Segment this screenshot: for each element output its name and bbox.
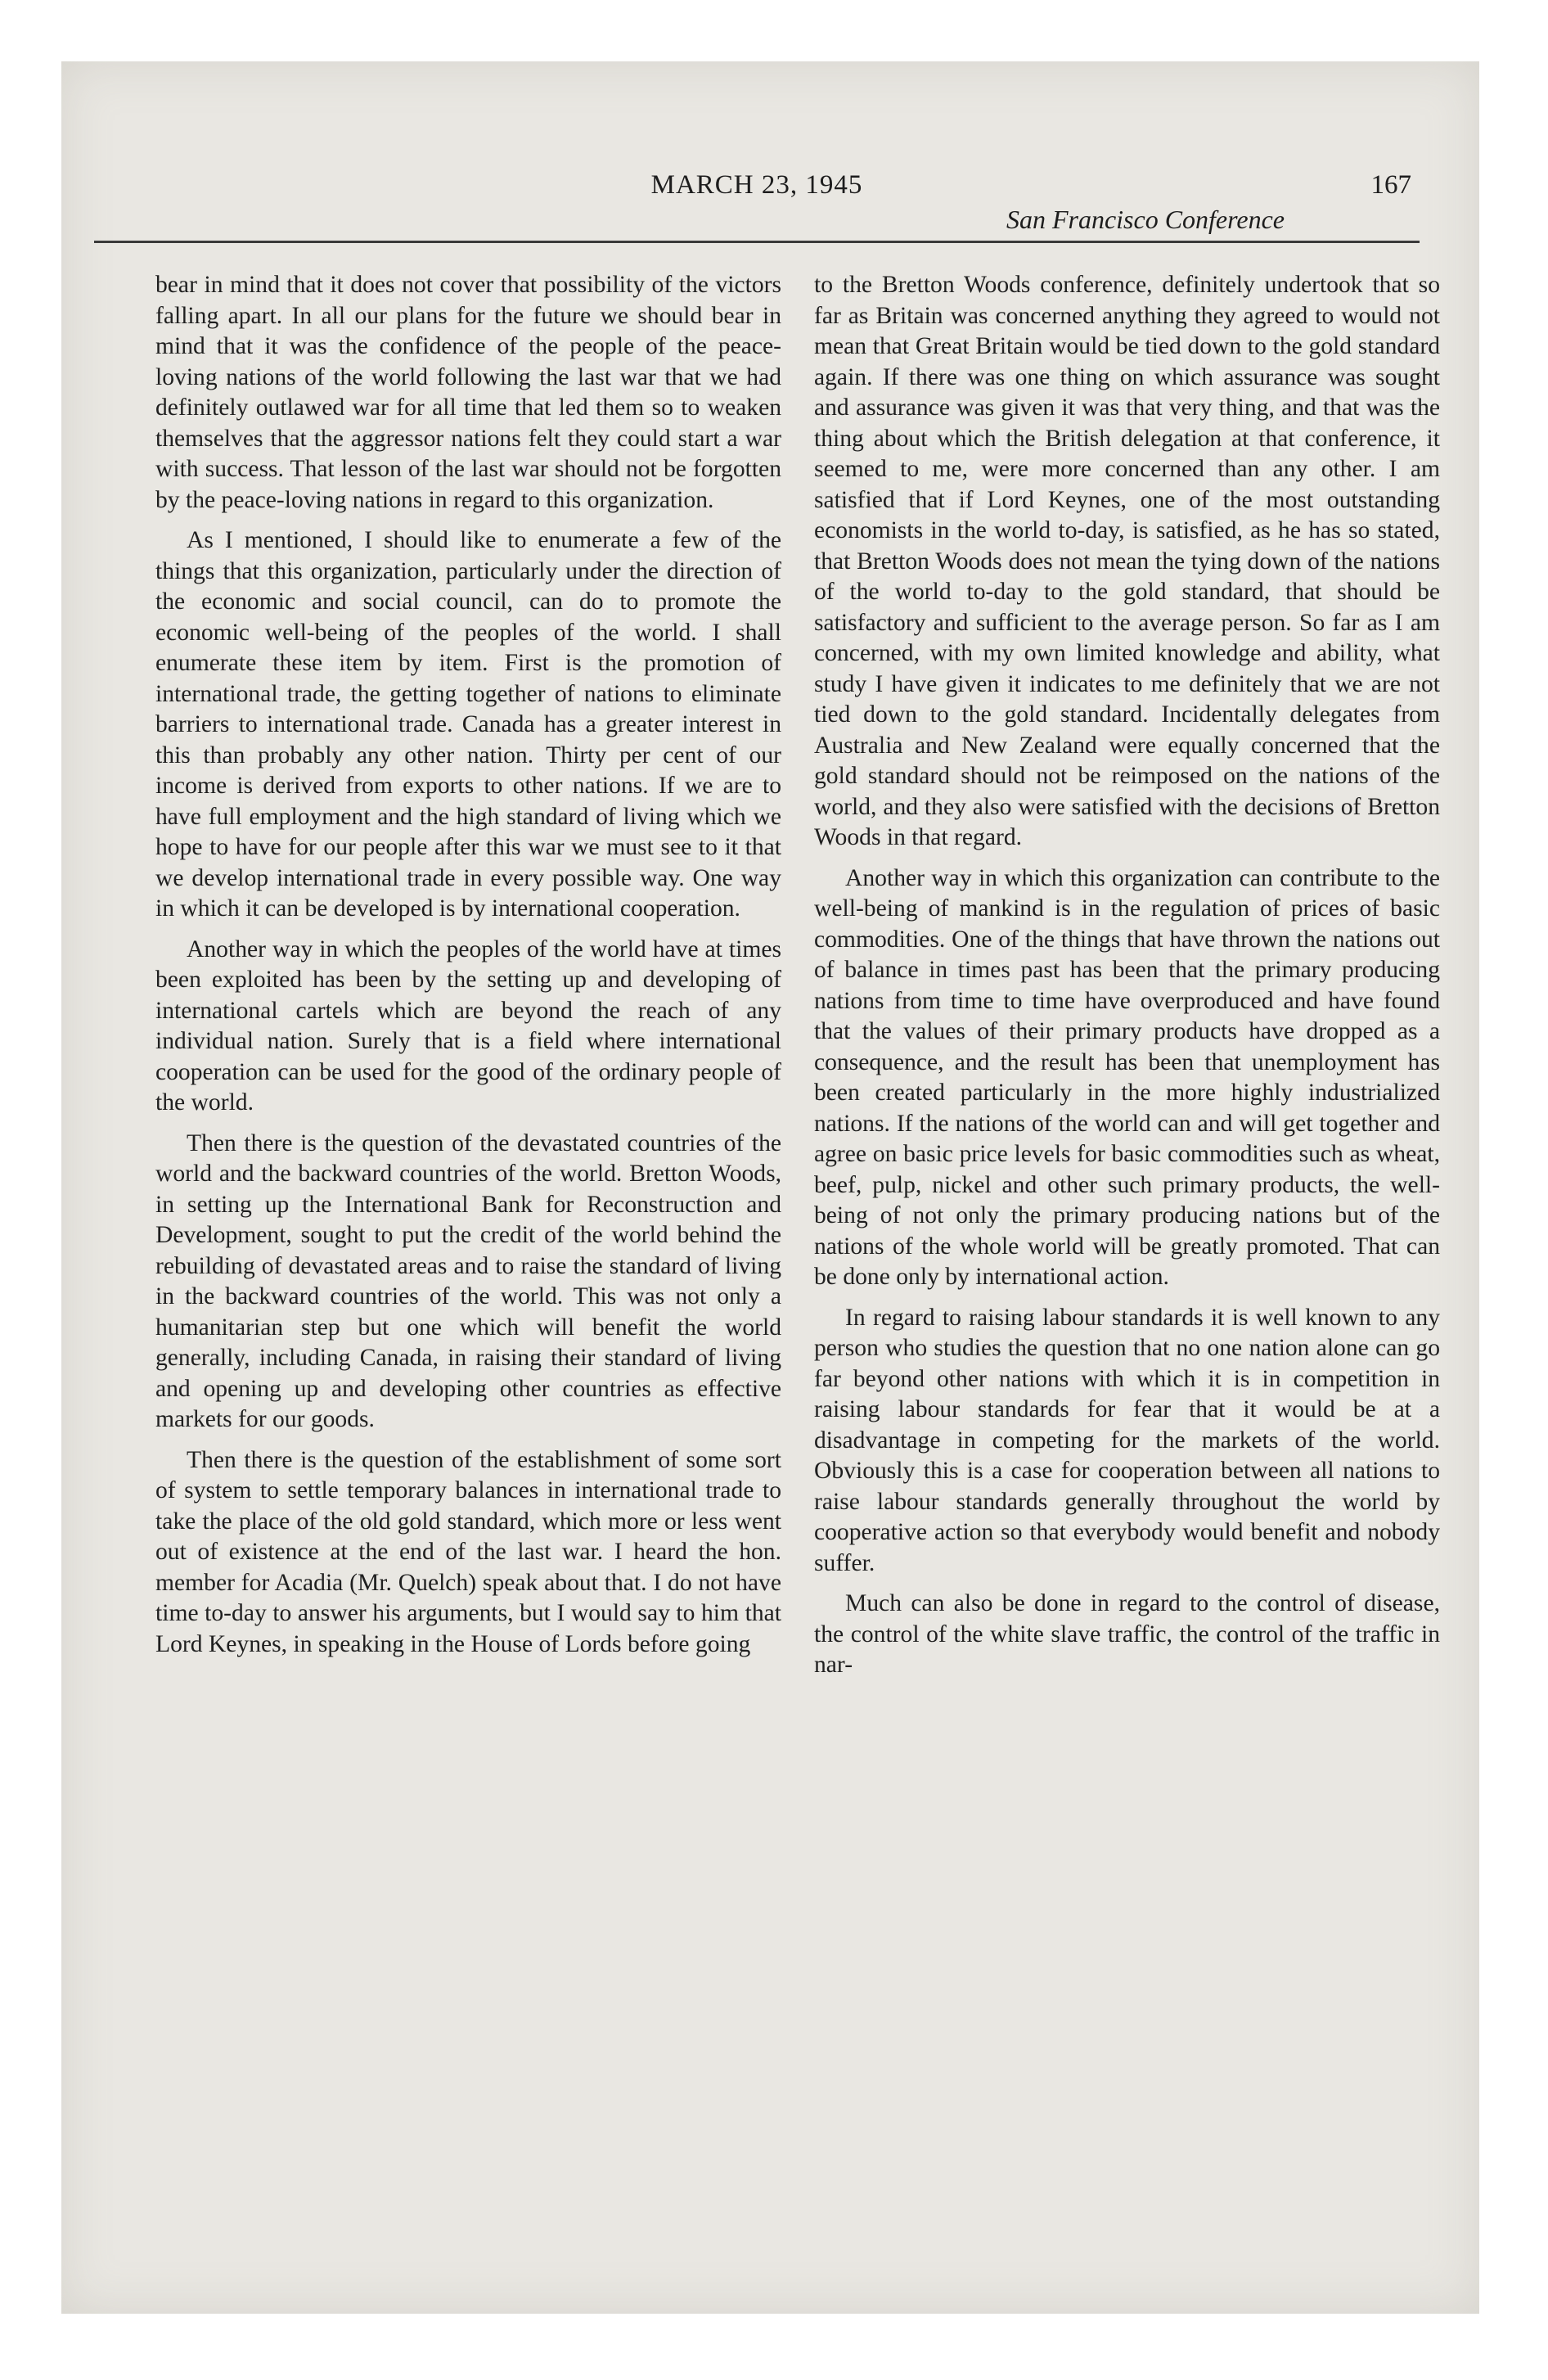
paragraph: In regard to raising labour standards it is well known to any person who studies the question that no one nation alone can go far beyond other nations with which it is in competition in raising labour standards for fear that it would be at a disadvantage in competing for the markets of the world. Obviously this is a case for cooperation between all nations to raise labour standards generally throughout the world by cooperative action so that everybody would benefit and nobody suffer. <box>814 1304 1440 1576</box>
header-date: MARCH 23, 1945 <box>650 170 863 200</box>
paragraph: Another way in which the peoples of the world have at times been exploited has been by the setting up and developing of international cartels which are beyond the reach of any individual nation. Surely that is a field where international cooperation can be used for the good of the ordinary people of the world. <box>155 935 781 1116</box>
paragraph: Then there is the question of the devastated countries of the world and the backward countries of the world. Bretton Woods, in setting up the International Bank for Reconstruction and Development, sought to put the credit of the world behind the rebuilding of devastated areas and to raise the standard of living in the backward countries of the world. This was not only a humanitarian step but one which will benefit the world generally, including Canada, in raising their standard of living and opening up and developing other countries as effective markets for our goods. <box>155 1129 781 1432</box>
paragraph: As I mentioned, I should like to enumerate a few of the things that this organization, particularly under the direction of the economic and social council, can do to promote the economic well-being of the peoples of the world. I shall enumerate these item by item. First is the promotion of international trade, the getting together of nations to eliminate barriers to international trade. Canada has a greater interest in this than probably any other nation. Thirty per cent of our income is derived from exports to other nations. If we are to have full employment and the high standard of living which we hope to have for our people after this war we must see to it that we develop international trade in every possible way. One way in which it can be developed is by international cooperation. <box>155 527 781 922</box>
paragraph: Much can also be done in regard to the control of disease, the control of the white slave traffic, the control of the traffic in nar- <box>814 1590 1440 1678</box>
left-column <box>155 270 781 1670</box>
page-number: 167 <box>1370 170 1411 200</box>
right-column <box>814 270 1440 1691</box>
paragraph: Another way in which this organization can contribute to the well-being of mankind is in the regulation of prices of basic commodities. One of the things that have thrown the nations out of balance in times past has been that the primary producing nations from time to time have overproduced and have found that the values of their primary products have dropped as a consequence, and the result has been that unemployment has been created particularly in the more highly industrialized nations. If the nations of the world can and will get together and agree on basic price levels for basic commodities such as wheat, beef, pulp, nickel and other such primary products, the well-being of not only the primary producing nations but of the nations of the whole world will be greatly promoted. That can be done only by international action. <box>814 864 1440 1290</box>
running-title: San Francisco Conference <box>1006 205 1285 234</box>
paragraph: bear in mind that it does not cover that possibility of the victors falling apart. In all our plans for the future we should bear in mind that it was the confidence of the people of the peace-loving nations of the world following the last war that we had definitely outlawed war for all time that led them so to weaken themselves that the aggressor nations felt they could start a war with success. That lesson of the last war should not be forgotten by the peace-loving nations in regard to this organization. <box>155 272 781 513</box>
page-header <box>94 108 1420 243</box>
paragraph: to the Bretton Woods conference, definitely undertook that so far as Britain was concerned anything they agreed to would not mean that Great Britain would be tied down to the gold standard again. If there was one thing on which assurance was sought and assurance was given it was that very thing, and that was the thing about which the British delegation at that conference, it seemed to me, were more concerned than any other. I am satisfied that if Lord Keynes, one of the most outstanding economists in the world to-day, is satisfied, as he has so stated, that Bretton Woods does not mean the tying down of the nations of the world to-day to the gold standard, that should be satisfactory and sufficient to the average person. So far as I am concerned, with my own limited knowledge and ability, what study I have given it indicates to me definitely that we are not tied down to the gold standard. Incidentally delegates from Australia and New Zealand were equally concerned that the gold standard should not be reimposed on the nations of the world, and they also were satisfied with the decisions of Bretton Woods in that regard. <box>814 272 1440 850</box>
paragraph: Then there is the question of the establishment of some sort of system to settle temporary balances in international trade to take the place of the old gold standard, which more or less went out of existence at the end of the last war. I heard the hon. member for Acadia (Mr. Quelch) speak about that. I do not have time to-day to answer his arguments, but I would say to him that Lord Keynes, in speaking in the House of Lords before going <box>155 1446 781 1657</box>
